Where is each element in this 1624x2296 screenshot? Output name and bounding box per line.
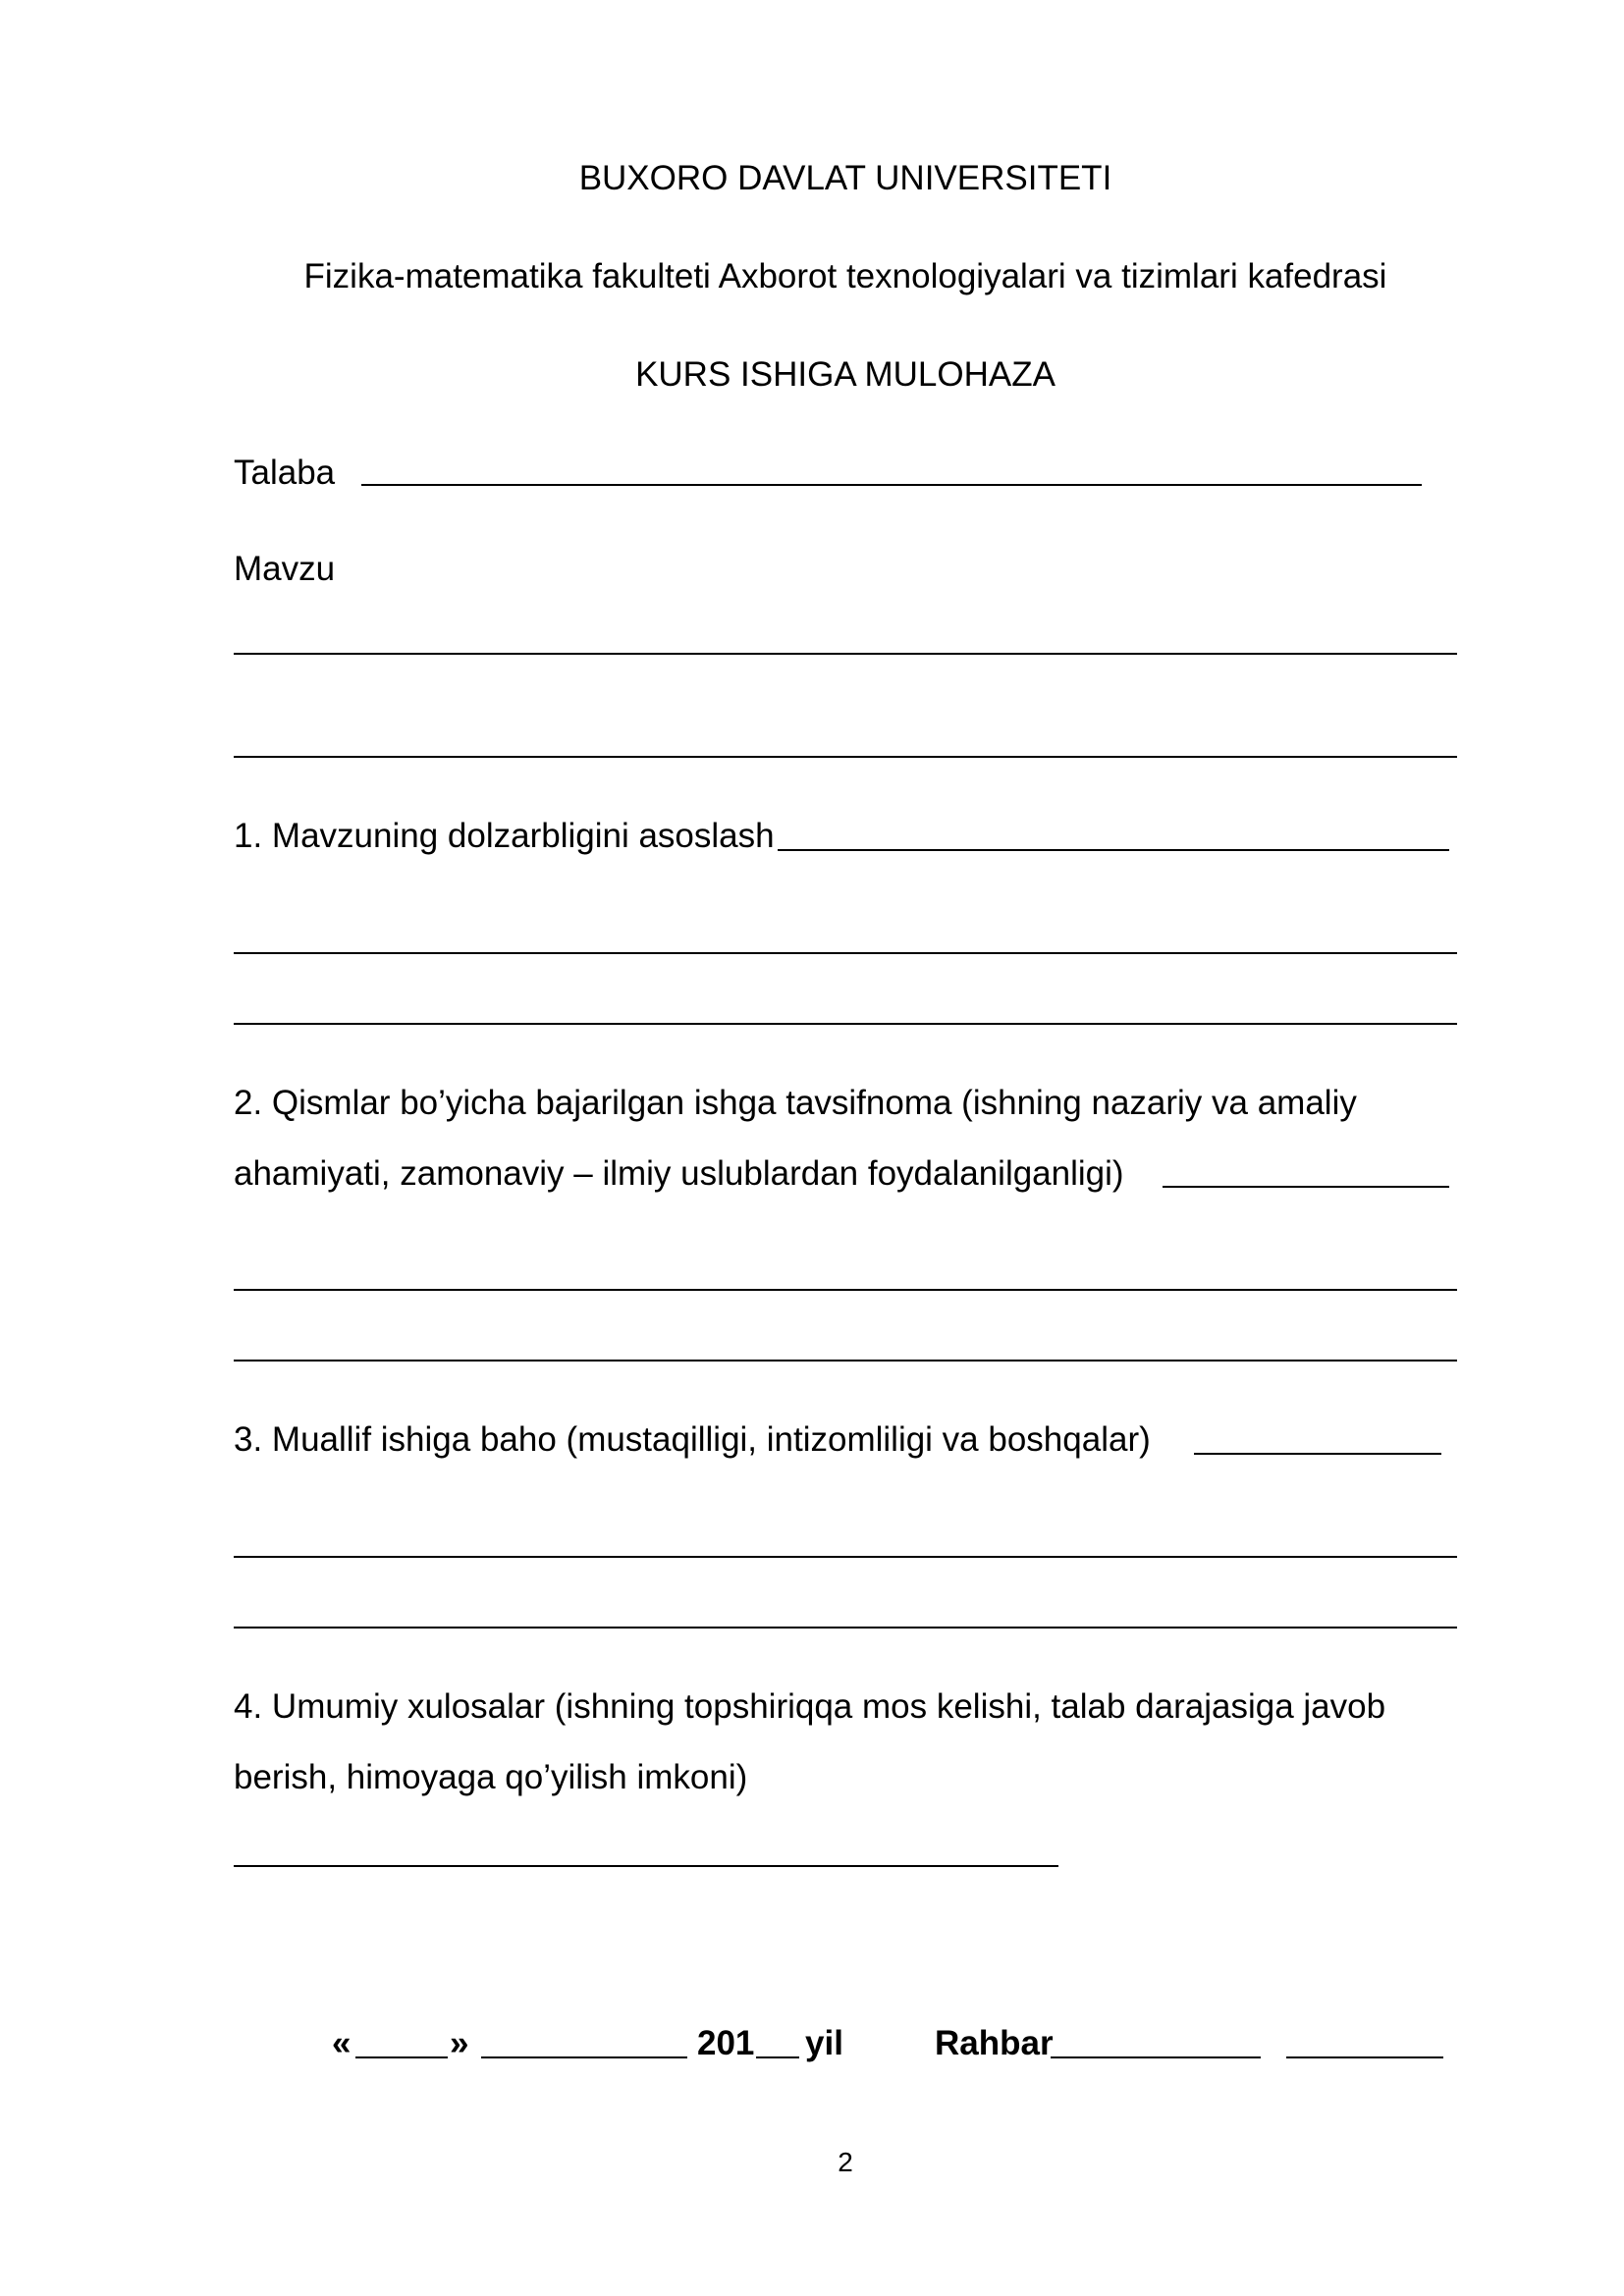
topic-label: Mavzu	[234, 550, 336, 588]
page-number: 2	[838, 2147, 853, 2177]
section-4-heading-line-2: berish, himoyaga qo’yilish imkoni)	[234, 1758, 748, 1796]
section-2-heading-line-2: ahamiyati, zamonaviy – ilmiy uslublardan foydalanilganligi)	[234, 1154, 1124, 1193]
topic-blank-line-2[interactable]	[234, 756, 1457, 758]
section-3-blank-inline[interactable]	[1194, 1453, 1441, 1455]
section-1-blank-inline[interactable]	[778, 849, 1449, 851]
section-1-blank-line-1[interactable]	[234, 952, 1457, 954]
section-2-heading-line-1: 2. Qismlar bo’yicha bajarilgan ishga tavsifnoma (ishning nazariy va amaliy	[234, 1084, 1357, 1122]
section-4-heading-line-1: 4. Umumiy xulosalar (ishning topshiriqqa mos kelishi, talab darajasiga javob	[234, 1687, 1386, 1726]
day-blank-line[interactable]	[355, 2056, 448, 2058]
section-2-blank-inline[interactable]	[1163, 1186, 1449, 1188]
faculty-department: Fizika-matematika fakulteti Axborot texnologiyalari va tizimlari kafedrasi	[303, 257, 1387, 295]
month-blank-line[interactable]	[481, 2056, 687, 2058]
supervisor-label: Rahbar	[935, 2024, 1054, 2062]
topic-blank-line-1[interactable]	[234, 653, 1457, 655]
section-2-blank-line-2[interactable]	[234, 1360, 1457, 1362]
year-blank-line[interactable]	[756, 2056, 799, 2058]
date-close-quote: »	[450, 2024, 469, 2062]
student-blank-line[interactable]	[361, 484, 1422, 486]
university-name: BUXORO DAVLAT UNIVERSITETI	[578, 159, 1112, 197]
student-label: Talaba	[234, 454, 336, 492]
supervisor-signature-blank-line[interactable]	[1286, 2056, 1443, 2058]
section-4-blank-line[interactable]	[234, 1865, 1058, 1867]
date-open-quote: «	[332, 2024, 352, 2062]
section-3-heading: 3. Muallif ishiga baho (mustaqilligi, intizomliligi va boshqalar)	[234, 1420, 1151, 1459]
section-3-blank-line-2[interactable]	[234, 1627, 1457, 1629]
year-suffix: yil	[805, 2024, 843, 2062]
section-2-blank-line-1[interactable]	[234, 1289, 1457, 1291]
document-title: KURS ISHIGA MULOHAZA	[635, 355, 1056, 394]
supervisor-name-blank-line[interactable]	[1051, 2056, 1261, 2058]
year-prefix: 201	[697, 2024, 755, 2062]
section-3-blank-line-1[interactable]	[234, 1556, 1457, 1558]
section-1-blank-line-2[interactable]	[234, 1023, 1457, 1025]
section-1-heading: 1. Mavzuning dolzarbligini asoslash	[234, 817, 775, 855]
